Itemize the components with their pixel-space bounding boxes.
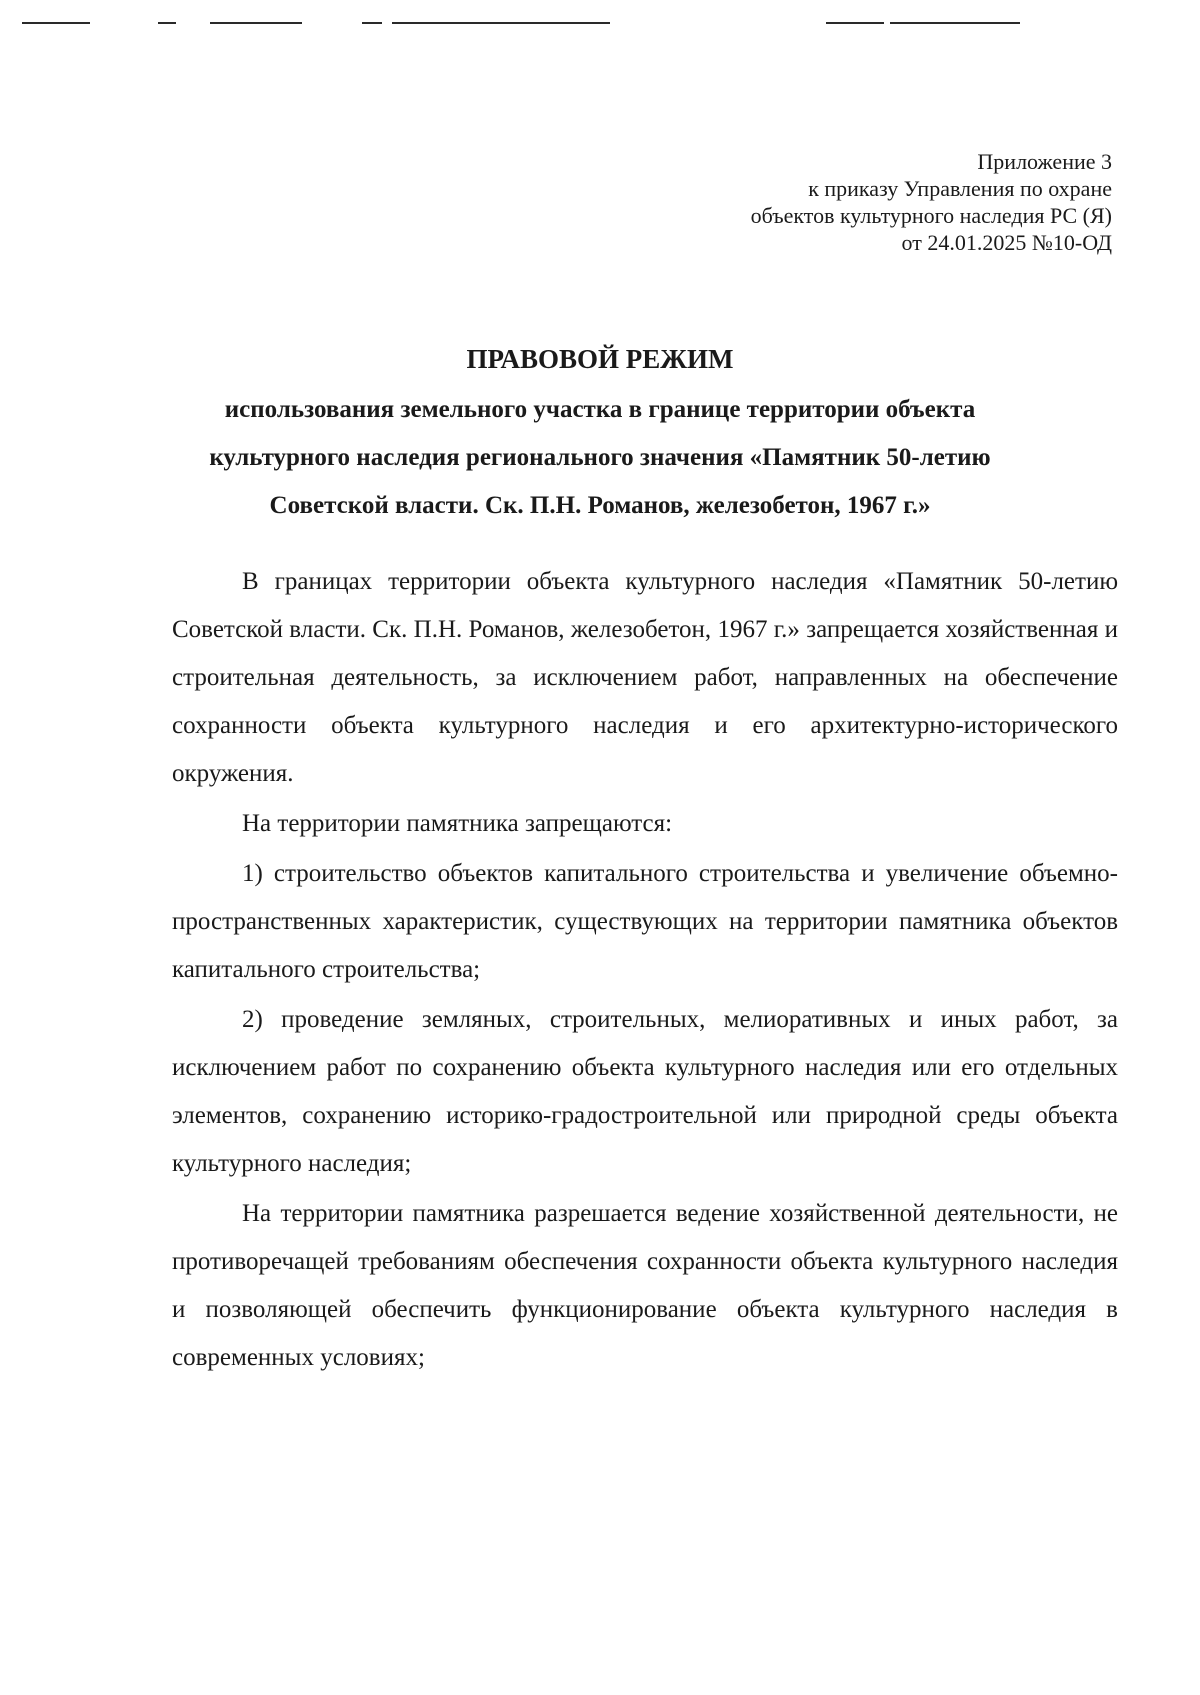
scan-line: [826, 22, 884, 24]
appendix-line: к приказу Управления по охране: [808, 176, 1112, 201]
scan-line: [362, 22, 382, 24]
scan-line: [210, 22, 302, 24]
appendix-line: Приложение 3: [977, 149, 1112, 174]
appendix-block: [751, 148, 1112, 256]
title-subtitle-line: использования земельного участка в границе территории объекта: [224, 396, 976, 423]
document-title: [100, 340, 1100, 530]
document-body: [172, 558, 1118, 1384]
scan-artifact-lines: [0, 22, 1200, 26]
scan-line: [392, 22, 610, 24]
title-subtitle-line: Советской власти. Ск. П.Н. Романов, железобетон, 1967 г.»: [269, 492, 931, 519]
scan-line: [158, 22, 176, 24]
body-paragraph: На территории памятника разрешается ведение хозяйственной деятельности, не противоречащей требованиям обеспечения сохранности объекта культурного наследия и позволяющей обеспечить функционирование объекта культурного наследия в современных условиях;: [172, 1200, 1118, 1371]
appendix-line: объектов культурного наследия РС (Я): [750, 203, 1112, 228]
appendix-line: от 24.01.2025 №10-ОД: [901, 230, 1112, 255]
scan-line: [890, 22, 1020, 24]
body-paragraph: 2) проведение земляных, строительных, мелиоративных и иных работ, за исключением работ по сохранению объекта культурного наследия или его отдельных элементов, сохранению историко-градостроительной или природной среды объекта культурного наследия;: [172, 1006, 1118, 1177]
body-paragraph: 1) строительство объектов капитального строительства и увеличение объемно-пространственных характеристик, существующих на территории памятника объектов капитального строительства;: [172, 860, 1118, 983]
body-paragraph: На территории памятника запрещаются:: [242, 810, 673, 837]
scan-line: [22, 22, 90, 24]
title-main: ПРАВОВОЙ РЕЖИМ: [466, 344, 734, 374]
body-paragraph: В границах территории объекта культурного наследия «Памятник 50-летию Советской власти. Ск. П.Н. Романов, железобетон, 1967 г.» запрещается хозяйственная и строительная деятельность, за исключением работ, направленных на обеспечение сохранности объекта культурного наследия и его архитектурно-исторического окружения.: [172, 568, 1118, 787]
title-subtitle-line: культурного наследия регионального значения «Памятник 50-летию: [209, 444, 991, 471]
